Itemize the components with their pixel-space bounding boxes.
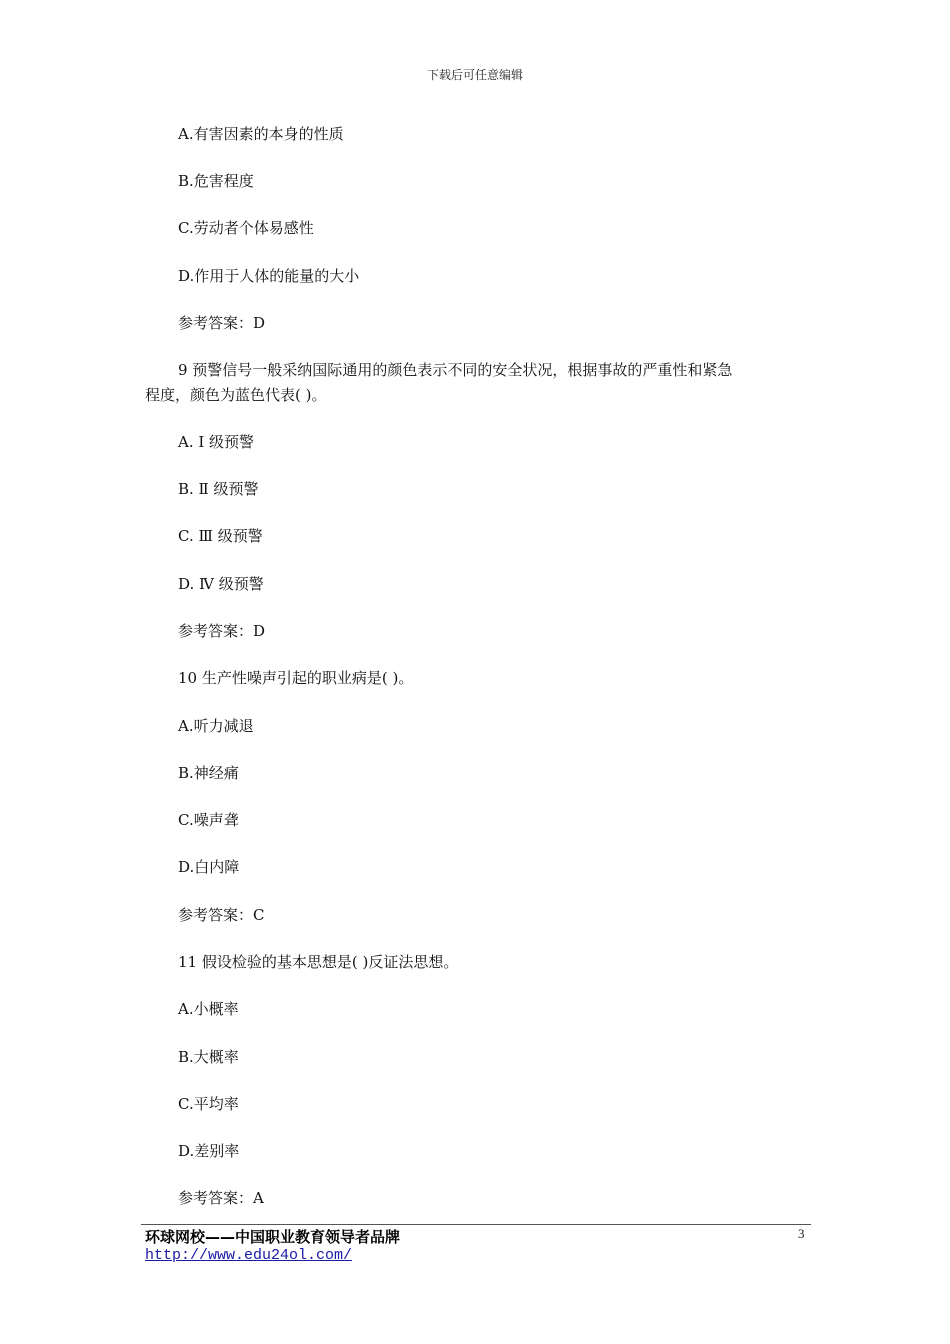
- q9-question-line1: 9 预警信号一般采纳国际通用的颜色表示不同的安全状况，根据事故的严重性和紧急: [178, 361, 733, 379]
- q9-answer: 参考答案：D: [178, 622, 266, 640]
- footer-website-link[interactable]: http://www.edu24ol.com/: [145, 1247, 353, 1264]
- q10-answer: 参考答案：C: [178, 906, 265, 924]
- q8-option-b: B.危害程度: [178, 172, 254, 190]
- q8-option-a: A.有害因素的本身的性质: [178, 125, 344, 143]
- q11-option-d: D.差别率: [178, 1142, 240, 1160]
- q10-option-a: A.听力减退: [178, 717, 254, 735]
- q11-option-a: A.小概率: [178, 1000, 239, 1018]
- q11-answer: 参考答案：A: [178, 1189, 264, 1207]
- page-header-note: 下载后可任意编辑: [426, 68, 523, 82]
- q11-question: 11 假设检验的基本思想是( )反证法思想。: [178, 953, 459, 971]
- q10-option-d: D.白内障: [178, 858, 240, 876]
- q8-option-c: C.劳动者个体易感性: [178, 219, 314, 237]
- q8-option-d: D.作用于人体的能量的大小: [178, 267, 360, 285]
- page-number: 3: [798, 1226, 805, 1241]
- q11-option-b: B.大概率: [178, 1048, 239, 1066]
- q10-option-c: C.噪声聋: [178, 811, 239, 829]
- q9-option-b: B. Ⅱ 级预警: [178, 480, 259, 498]
- q9-question-line2: 程度，颜色为蓝色代表( )。: [145, 386, 327, 404]
- q11-option-c: C.平均率: [178, 1095, 239, 1113]
- q10-option-b: B.神经痛: [178, 764, 239, 782]
- q8-answer: 参考答案：D: [178, 314, 266, 332]
- q10-question: 10 生产性噪声引起的职业病是( )。: [178, 669, 414, 687]
- footer-brand-text: 环球网校——中国职业教育领导者品牌: [145, 1228, 401, 1246]
- footer-divider: [141, 1224, 811, 1225]
- q9-option-c: C. Ⅲ 级预警: [178, 527, 263, 545]
- q9-option-a: A. Ⅰ 级预警: [178, 433, 255, 451]
- q9-option-d: D. Ⅳ 级预警: [178, 575, 264, 593]
